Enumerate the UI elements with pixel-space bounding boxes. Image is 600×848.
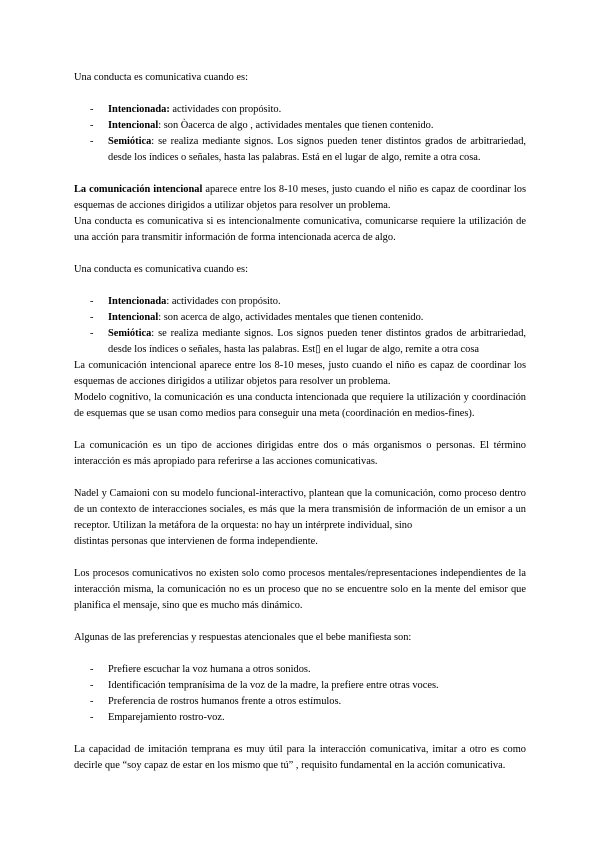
list-item (74, 678, 526, 694)
list-term: Intencionada (108, 296, 167, 307)
bullet-dash: - (90, 296, 94, 307)
definition-list-2 (74, 294, 526, 358)
list-text: : actividades con propósito. (166, 296, 281, 307)
list-item (74, 102, 526, 118)
list-text: Emparejamiento rostro-voz. (108, 712, 225, 723)
paragraph-4: Modelo cognitivo, la comunicación es una conducta intencionada que requiere la utilización y coordinación de esquemas que se usan como medios para conseguir una meta (coordinación en medios-fines). (74, 392, 526, 419)
list-term: Intencional (108, 120, 159, 131)
list-term: Semiótica (108, 136, 152, 147)
bullet-dash: - (90, 312, 94, 323)
intro-1: Una conducta es comunicativa cuando es: (74, 72, 248, 83)
paragraph-1 (74, 182, 526, 214)
list-item (74, 310, 526, 326)
list-text: Identificación tempranísima de la voz de la madre, la prefiere entre otras voces. (108, 680, 439, 691)
document-body (74, 70, 526, 774)
paragraph-3: La comunicación intencional aparece entre los 8-10 meses, justo cuando el niño es capaz de coordinar los esquemas de acciones dirigidos a utilizar objetos para resolver un problema. (74, 360, 526, 387)
bullet-dash: - (90, 680, 94, 691)
paragraph-9: La capacidad de imitación temprana es muy útil para la interacción comunicativa, imitar a otro es como decirle que “soy capaz de estar en los mismo que tú” , requisito fundamental en la acción comunicativa. (74, 744, 526, 771)
paragraph-5: La comunicación es un tipo de acciones dirigidas entre dos o más organismos o personas. El término interacción es más apropiado para referirse a las acciones comunicativas. (74, 440, 526, 467)
list-text: : son Òacerca de algo , actividades mentales que tienen contenido. (158, 120, 434, 131)
list-text: : son acerca de algo, actividades mentales que tienen contenido. (158, 312, 424, 323)
list-item (74, 326, 526, 358)
paragraph-6-continuation: distintas personas que intervienen de forma independiente. (74, 536, 318, 547)
list-item (74, 294, 526, 310)
list-text: : se realiza mediante signos. Los signos pueden tener distintos grados de arbitrariedad, desde los índices o señales, hasta las palabras. Est▯ en el lugar de algo, remite a otra cosa (108, 328, 526, 355)
bullet-dash: - (90, 328, 94, 339)
paragraph-2: Una conducta es comunicativa si es intencionalmente comunicativa, comunicarse requiere la utilización de una acción para transmitir información de forma intencionada acerca de algo. (74, 216, 526, 243)
list-term: Intencional (108, 312, 159, 323)
bullet-dash: - (90, 712, 94, 723)
bullet-dash: - (90, 104, 94, 115)
list-item (74, 118, 526, 134)
bullet-dash: - (90, 136, 94, 147)
intro-2: Una conducta es comunicativa cuando es: (74, 264, 248, 275)
list-text: actividades con propósito. (169, 104, 282, 115)
paragraph-term: La comunicación intencional (74, 184, 203, 195)
list-term: Semiótica (108, 328, 152, 339)
definition-list-1 (74, 102, 526, 166)
paragraph-text: aparece entre los 8-10 meses, justo cuando el niño es capaz de coordinar los esquemas de acciones dirigidos a utilizar objetos para resolver un problema. (74, 184, 526, 211)
list-text: : se realiza mediante signos. Los signos pueden tener distintos grados de arbitrariedad, desde los índices o señales, hasta las palabras. Está en el lugar de algo, remite a otra cosa. (108, 136, 526, 163)
bullet-dash: - (90, 120, 94, 131)
list-item (74, 134, 526, 166)
list-text: Preferencia de rostros humanos frente a otros estímulos. (108, 696, 342, 707)
preferences-list (74, 662, 526, 726)
paragraph-6: Nadel y Camaioni con su modelo funcional-interactivo, plantean que la comunicación, como proceso dentro de un contexto de interacciones sociales, es más que la mera transmisión de información de un emisor a un receptor. Utilizan la metáfora de la orquesta: no hay un intérprete individual, sino (74, 488, 526, 531)
list-text: Prefiere escuchar la voz humana a otros sonidos. (108, 664, 311, 675)
list-item (74, 662, 526, 678)
list-item (74, 710, 526, 726)
bullet-dash: - (90, 696, 94, 707)
paragraph-7: Los procesos comunicativos no existen solo como procesos mentales/representaciones independientes de la interacción misma, la comunicación no es un proceso que no se encuentre solo en la mente del emisor que planifica el mensaje, sino que es mucho más dinámico. (74, 568, 526, 611)
paragraph-8: Algunas de las preferencias y respuestas atencionales que el bebe manifiesta son: (74, 632, 412, 643)
bullet-dash: - (90, 664, 94, 675)
list-item (74, 694, 526, 710)
list-term: Intencionada: (108, 104, 170, 115)
